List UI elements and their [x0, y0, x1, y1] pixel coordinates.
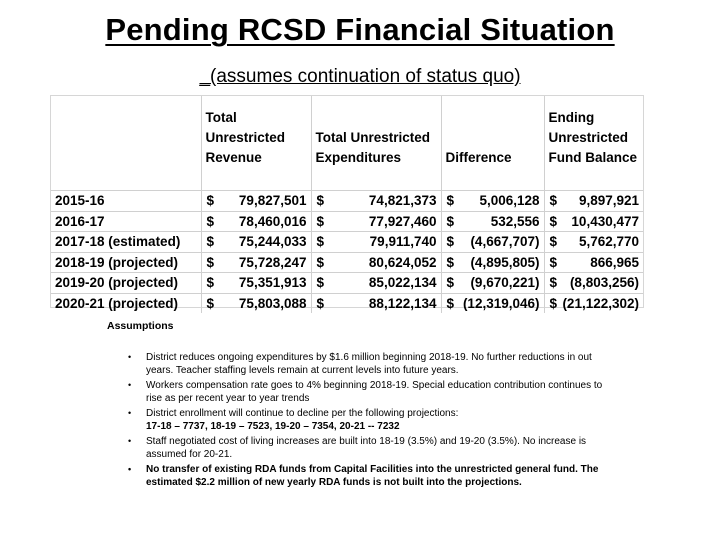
currency-symbol: $ [206, 295, 215, 311]
header-revenue: Total Unrestricted Revenue [201, 96, 311, 172]
cell-expenditures [311, 293, 441, 313]
bullet-icon: • [128, 464, 132, 474]
cell-value: 80,624,052 [368, 254, 437, 270]
currency-symbol: $ [316, 254, 325, 270]
table-row [51, 293, 643, 313]
table-spacer-row [51, 172, 643, 191]
assumption-text: Staff negotiated cost of living increases are built into 18-19 (3.5%) and 19-20 (3.5%). No increase is assumed for 20-21. [146, 436, 587, 460]
cell-value: 5,762,770 [578, 234, 639, 249]
assumption-item [128, 351, 606, 377]
currency-symbol: $ [446, 295, 455, 311]
cell-revenue [201, 211, 311, 232]
cell-value: 79,911,740 [369, 234, 437, 249]
cell-fund-balance [544, 232, 643, 253]
currency-symbol: $ [316, 275, 325, 290]
cell-difference [441, 252, 544, 273]
cell-value: 74,821,373 [368, 193, 437, 208]
financial-table-container [50, 95, 644, 311]
header-expenditures: Total Unrestricted Expenditures [311, 96, 441, 172]
cell-difference [441, 211, 544, 232]
cell-revenue [201, 293, 311, 313]
page-subtitle [0, 66, 720, 88]
cell-expenditures [311, 252, 441, 273]
cell-fund-balance [544, 273, 643, 294]
cell-revenue [201, 252, 311, 273]
header-difference: Difference [441, 96, 544, 172]
cell-value: 77,927,460 [368, 213, 437, 229]
currency-symbol: $ [549, 193, 558, 208]
cell-revenue [201, 232, 311, 253]
cell-expenditures [311, 232, 441, 253]
currency-symbol: $ [446, 193, 455, 208]
currency-symbol: $ [549, 254, 558, 270]
row-label: 2016-17 [51, 211, 201, 232]
table-row [51, 232, 643, 253]
cell-value: 88,122,134 [368, 295, 437, 311]
cell-expenditures [311, 191, 441, 212]
cell-fund-balance [544, 252, 643, 273]
subtitle-text: (assumes continuation of status quo) [210, 66, 521, 87]
cell-difference [441, 293, 544, 313]
header-fund-balance: Ending Unrestricted Fund Balance [548, 110, 638, 165]
currency-symbol: $ [446, 213, 455, 229]
assumption-item [128, 463, 606, 489]
row-label: 2020-21 (projected) [51, 293, 201, 313]
cell-value: 5,006,128 [479, 193, 540, 208]
currency-symbol: $ [316, 213, 325, 229]
cell-revenue [201, 191, 311, 212]
cell-expenditures [311, 211, 441, 232]
cell-revenue [201, 273, 311, 294]
currency-symbol: $ [446, 275, 455, 290]
cell-value: 79,827,501 [238, 193, 307, 208]
cell-value: 75,351,913 [238, 275, 307, 290]
bullet-icon: • [128, 352, 132, 362]
currency-symbol: $ [206, 193, 215, 208]
currency-symbol: $ [206, 275, 215, 290]
row-label: 2019-20 (projected) [51, 273, 201, 294]
assumptions-heading: Assumptions [107, 320, 174, 332]
assumption-text: No transfer of existing RDA funds from Capital Facilities into the unrestricted general fund. The estimated $2.2 million of new yearly RDA funds is not built into the projections. [146, 464, 599, 488]
cell-value: (4,895,805) [470, 254, 540, 270]
currency-symbol: $ [206, 213, 215, 229]
cell-value: 78,460,016 [238, 213, 307, 229]
currency-symbol: $ [316, 234, 325, 249]
bullet-icon: • [128, 408, 132, 418]
table-row [51, 252, 643, 273]
row-label: 2015-16 [51, 191, 201, 212]
table-row [51, 273, 643, 294]
currency-symbol: $ [549, 275, 558, 290]
cell-fund-balance [544, 191, 643, 212]
cell-value: (9,670,221) [470, 275, 540, 290]
currency-symbol: $ [206, 254, 215, 270]
assumption-item [128, 435, 606, 461]
cell-difference [441, 232, 544, 253]
subtitle-prefix: _ [199, 66, 211, 87]
assumptions-list [128, 351, 606, 491]
table-row [51, 191, 643, 212]
assumption-item [128, 379, 606, 405]
cell-value: (8,803,256) [569, 275, 639, 290]
cell-value: 9,897,921 [578, 193, 639, 208]
cell-value: 85,022,134 [368, 275, 437, 290]
cell-value: 75,803,088 [238, 295, 307, 311]
currency-symbol: $ [316, 295, 325, 311]
cell-difference [441, 191, 544, 212]
row-label: 2017-18 (estimated) [51, 232, 201, 253]
currency-symbol: $ [446, 254, 455, 270]
cell-value: 10,430,477 [571, 213, 639, 229]
enrollment-projections: 17-18 – 7737, 18-19 – 7523, 19-20 – 7354, 20-21 -- 7232 [146, 421, 400, 432]
cell-fund-balance [544, 211, 643, 232]
currency-symbol: $ [549, 234, 558, 249]
assumption-text: Workers compensation rate goes to 4% beginning 2018-19. Special education contribution continues to rise as per recent year to year trends [146, 380, 603, 404]
row-label: 2018-19 (projected) [51, 252, 201, 273]
currency-symbol: $ [206, 234, 215, 249]
assumption-item [128, 407, 606, 433]
cell-fund-balance [544, 293, 643, 313]
table-header-row [51, 96, 643, 172]
page-title: Pending RCSD Financial Situation [105, 12, 615, 47]
cell-difference [441, 273, 544, 294]
assumption-text: District enrollment will continue to decline per the following projections: [146, 408, 459, 419]
currency-symbol: $ [549, 213, 558, 229]
header-year [51, 96, 201, 172]
financial-table [51, 96, 643, 313]
bullet-icon: • [128, 436, 132, 446]
cell-value: 866,965 [590, 254, 639, 270]
cell-value: (4,667,707) [470, 234, 540, 249]
cell-value: (21,122,302) [562, 295, 639, 311]
bullet-icon: • [128, 380, 132, 390]
currency-symbol: $ [446, 234, 455, 249]
currency-symbol: $ [316, 193, 325, 208]
cell-value: 532,556 [490, 213, 540, 229]
cell-value: 75,244,033 [238, 234, 307, 249]
cell-value: 75,728,247 [238, 254, 307, 270]
currency-symbol: $ [549, 295, 558, 311]
cell-value: (12,319,046) [462, 295, 540, 311]
table-row [51, 211, 643, 232]
assumption-text: District reduces ongoing expenditures by $1.6 million beginning 2018-19. No further reductions in out years. Teacher staffing levels remain at current levels into future years. [146, 352, 592, 376]
cell-expenditures [311, 273, 441, 294]
